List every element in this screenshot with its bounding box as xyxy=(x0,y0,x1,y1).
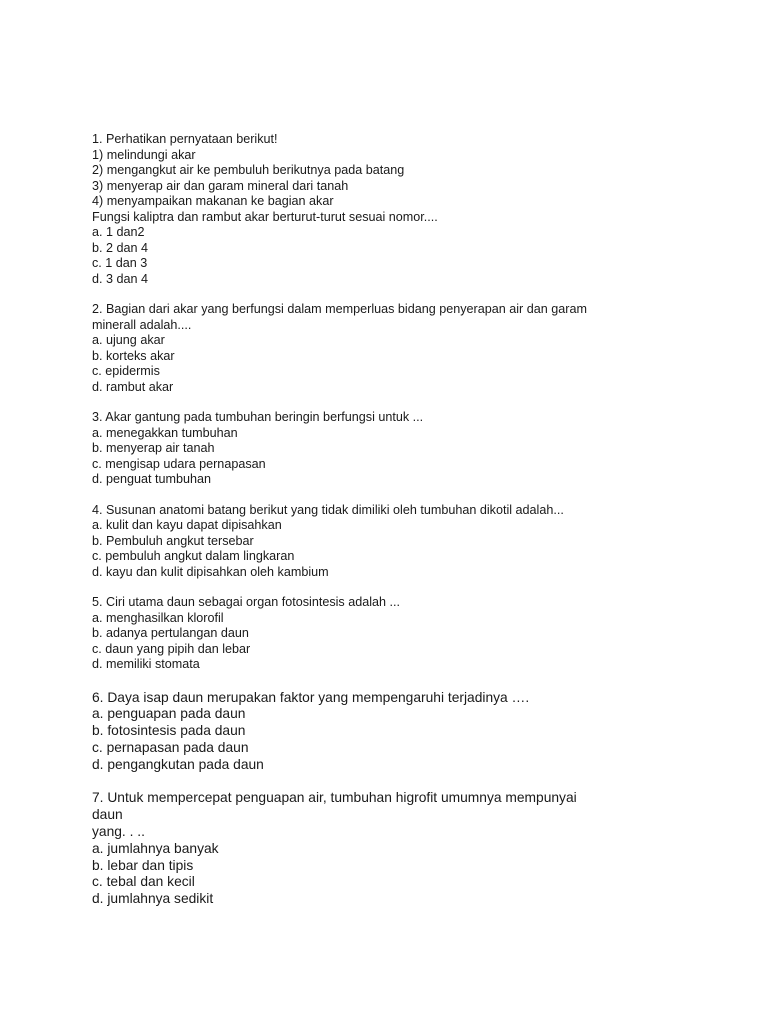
question-3 xyxy=(92,410,692,488)
spacer xyxy=(92,673,692,690)
question-3-option-d: d. penguat tumbuhan xyxy=(92,472,212,486)
question-1-stem: 1. Perhatikan pernyataan berikut! xyxy=(92,132,278,146)
question-2-option-a: a. ujung akar xyxy=(92,333,165,347)
question-6-option-d: d. pengangkutan pada daun xyxy=(92,756,264,772)
question-1-statement-2: 2) mengangkut air ke pembuluh berikutnya pada batang xyxy=(92,163,405,177)
question-5-stem: 5. Ciri utama daun sebagai organ fotosintesis adalah ... xyxy=(92,595,401,609)
question-5-option-c: c. daun yang pipih dan lebar xyxy=(92,641,251,656)
question-5-option-a: a. menghasilkan klorofil xyxy=(92,610,224,625)
spacer xyxy=(92,395,692,410)
question-3-option-c: c. mengisap udara pernapasan xyxy=(92,456,266,471)
question-1-statement-1: 1) melindungi akar xyxy=(92,147,196,162)
question-7-option-c: c. tebal dan kecil xyxy=(92,874,195,890)
question-5 xyxy=(92,595,692,673)
question-2-option-b: b. korteks akar xyxy=(92,348,175,363)
question-6 xyxy=(92,690,692,774)
question-7-option-d: d. jumlahnya sedikit xyxy=(92,891,214,907)
question-2 xyxy=(92,302,692,395)
question-2-option-d: d. rambut akar xyxy=(92,379,174,394)
question-4-option-c: c. pembuluh angkut dalam lingkaran xyxy=(92,549,295,563)
question-3-option-a: a. menegakkan tumbuhan xyxy=(92,425,238,440)
question-1-option-a: a. 1 dan2 xyxy=(92,225,145,239)
spacer xyxy=(92,773,692,790)
question-2-option-c: c. epidermis xyxy=(92,364,160,378)
question-4 xyxy=(92,503,692,581)
question-7-option-a: a. jumlahnya banyak xyxy=(92,840,219,856)
spacer xyxy=(92,287,692,302)
spacer xyxy=(92,488,692,503)
question-7 xyxy=(92,790,692,908)
question-7-stem-line-1: 7. Untuk mempercepat penguapan air, tumbuhan higrofit umumnya mempunyai xyxy=(92,790,577,806)
question-3-stem: 3. Akar gantung pada tumbuhan beringin berfungsi untuk ... xyxy=(92,410,424,424)
question-4-option-b: b. Pembuluh angkut tersebar xyxy=(92,533,254,548)
question-6-option-a: a. penguapan pada daun xyxy=(92,706,246,722)
question-5-option-b: b. adanya pertulangan daun xyxy=(92,626,249,640)
spacer xyxy=(92,580,692,595)
question-1-option-c: c. 1 dan 3 xyxy=(92,256,148,270)
question-6-option-b: b. fotosintesis pada daun xyxy=(92,723,246,739)
question-7-stem-line-2: daun xyxy=(92,807,123,823)
question-1-prompt: Fungsi kaliptra dan rambut akar berturut-turut sesuai nomor.... xyxy=(92,209,438,224)
question-4-stem: 4. Susunan anatomi batang berikut yang tidak dimiliki oleh tumbuhan dikotil adalah... xyxy=(92,502,564,517)
question-1 xyxy=(92,132,692,287)
question-1-statement-3: 3) menyerap air dan garam mineral dari tanah xyxy=(92,178,349,193)
question-7-option-b: b. lebar dan tipis xyxy=(92,857,194,873)
question-2-stem-line-2: minerall adalah.... xyxy=(92,317,192,332)
question-1-option-d: d. 3 dan 4 xyxy=(92,271,149,286)
question-1-statement-4: 4) menyampaikan makanan ke bagian akar xyxy=(92,194,334,208)
question-6-option-c: c. pernapasan pada daun xyxy=(92,739,249,755)
question-1-option-b: b. 2 dan 4 xyxy=(92,240,149,255)
question-sheet xyxy=(92,132,692,908)
question-3-option-b: b. menyerap air tanah xyxy=(92,441,215,455)
question-6-stem: 6. Daya isap daun merupakan faktor yang mempengaruhi terjadinya …. xyxy=(92,689,530,705)
question-5-option-d: d. memiliki stomata xyxy=(92,657,200,671)
question-7-stem-line-3: yang. . .. xyxy=(92,824,145,840)
question-4-option-d: d. kayu dan kulit dipisahkan oleh kambium xyxy=(92,564,329,579)
question-4-option-a: a. kulit dan kayu dapat dipisahkan xyxy=(92,518,282,532)
question-2-stem-line-1: 2. Bagian dari akar yang berfungsi dalam memperluas bidang penyerapan air dan garam xyxy=(92,302,587,316)
